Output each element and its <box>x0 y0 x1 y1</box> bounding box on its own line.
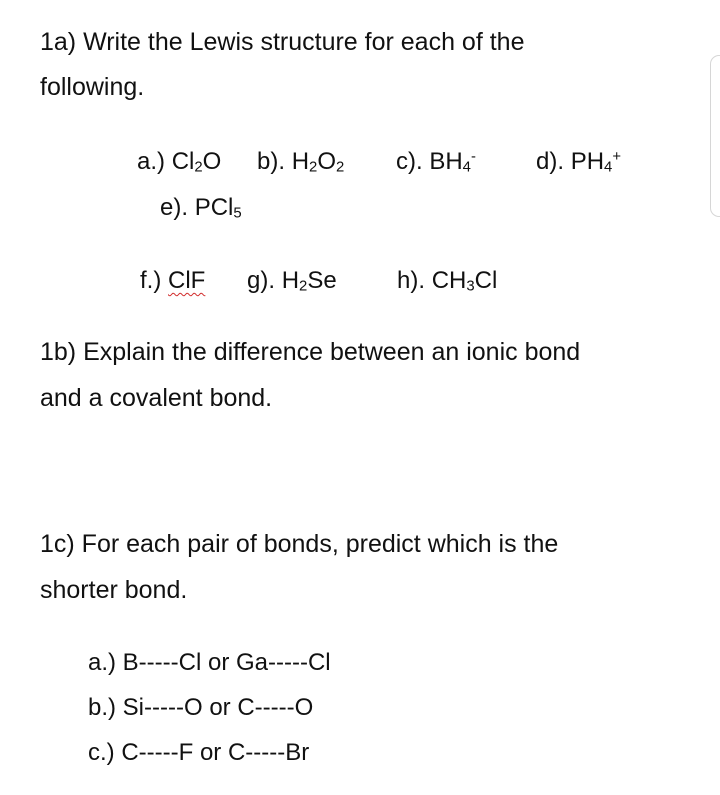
item-b-h2o2: b). $H_2O_2$ <box>257 148 345 176</box>
question-1a-line2: following. <box>40 73 145 101</box>
side-panel-edge <box>710 55 720 217</box>
question-1c-line2: shorter bond. <box>40 576 188 604</box>
bond-pair-b: b.) Si-----O or C-----O <box>88 694 314 721</box>
bond-pair-c: c.) C-----F or C-----Br <box>88 739 310 766</box>
item-d-ph4-plus: d). $PH_4^+$ <box>536 148 621 176</box>
item-f-clf: f.) ClF <box>140 267 206 294</box>
item-h-ch3cl: h). $CH_3Cl$ <box>397 267 498 295</box>
question-1b-line2: and a covalent bond. <box>40 384 273 412</box>
bond-pair-a: a.) B-----Cl or Ga-----Cl <box>88 649 331 676</box>
question-1b-line1: 1b) Explain the difference between an ionic bond <box>40 338 581 366</box>
item-g-h2se: g). $H_2Se$ <box>247 267 337 295</box>
item-c-bh4-minus: c). $BH_4^-$ <box>396 148 476 176</box>
question-1a-line1: 1a) Write the Lewis structure for each of the <box>40 28 525 56</box>
question-1c-line1: 1c) For each pair of bonds, predict which is the <box>40 530 559 558</box>
item-a-cl2o: a.) $Cl_2O$ <box>137 148 222 176</box>
item-e-pcl5: e). PCl$_5$ <box>160 194 242 222</box>
spellcheck-underline: ClF <box>168 267 206 294</box>
